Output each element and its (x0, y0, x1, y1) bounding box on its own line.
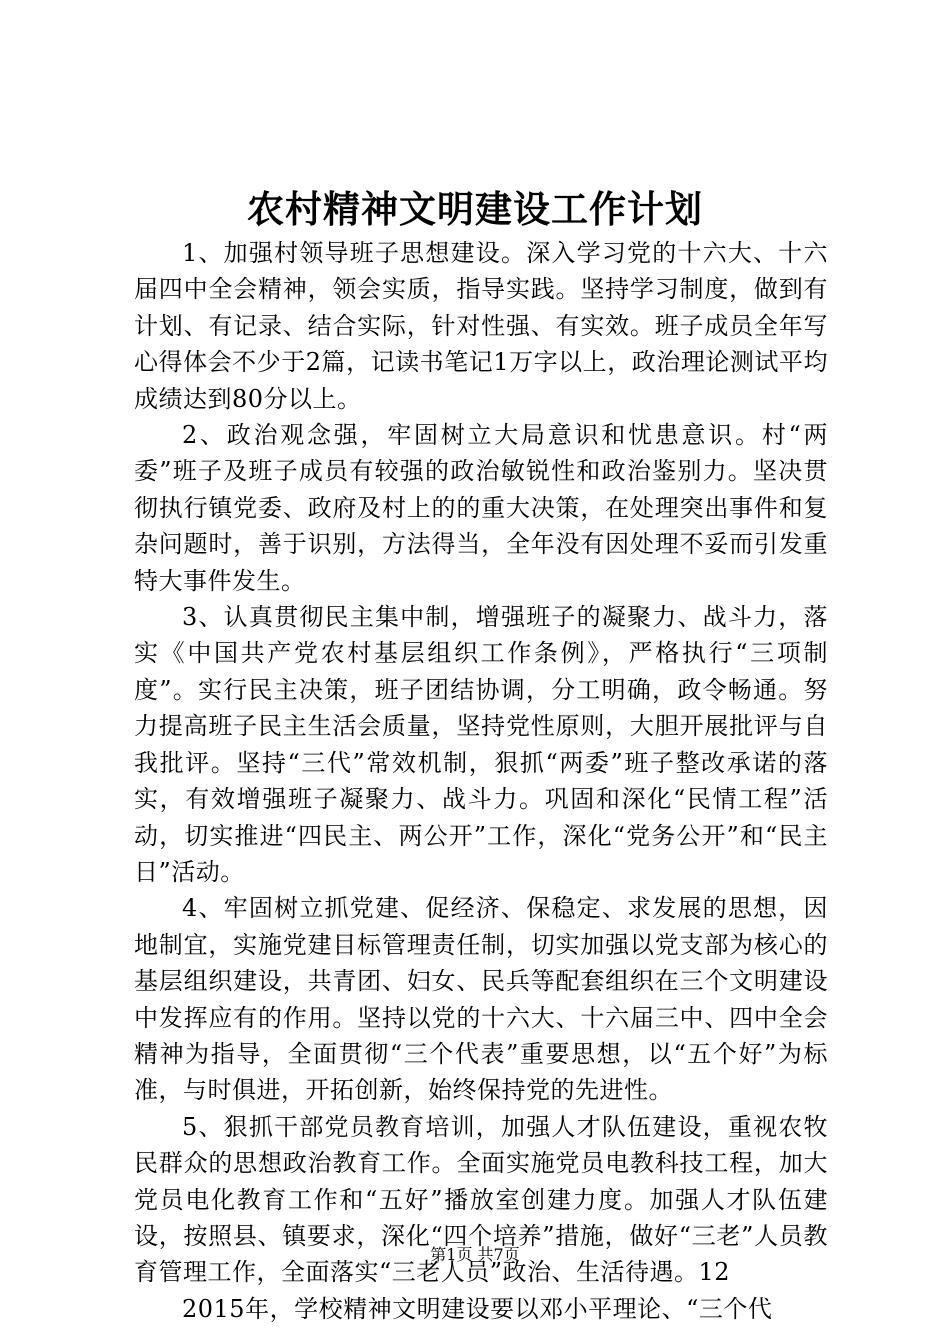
paragraph-4: 4、牢固树立抓党建、促经济、保稳定、求发展的思想，因地制宜，实施党建目标管理责任制，切实加强以党支部为核心的基层组织建设，共青团、妇女、民兵等配套组织在三个文明建设中发挥应有的作用。坚持以党的十六大、十六届三中、四中全会精神为指导，全面贯彻“三个代表”重要思想，以“五个好”为标准，与时俱进，开拓创新，始终保持党的先进性。 (134, 894, 828, 1105)
document-title: 农村精神文明建设工作计划 (247, 187, 703, 231)
paragraph-6: 2015年，学校精神文明建设要以邓小平理论、“三个代 (182, 1294, 773, 1323)
paragraph-5: 5、狠抓干部党员教育培训，加强人才队伍建设，重视农牧民群众的思想政治教育工作。全面实施党员电教科技工程，加大党员电化教育工作和“五好”播放室创建力度。加强人才队伍建设，按照县、镇要求，深化“四个培养”措施，做好“三老”人员教育管理工作，全面落实“三老人员”政治、生活待遇。12 (134, 1112, 828, 1287)
page-footer: 第1页 共7页 (430, 1245, 520, 1264)
document-body (134, 235, 828, 1327)
paragraph-3: 3、认真贯彻民主集中制，增强班子的凝聚力、战斗力，落实《中国共产党农村基层组织工作条例》，严格执行“三项制度”。实行民主决策，班子团结协调，分工明确，政令畅通。努力提高班子民主生活会质量，坚持党性原则，大胆开展批评与自我批评。坚持“三代”常效机制，狠抓“两委”班子整改承诺的落实，有效增强班子凝聚力、战斗力。巩固和深化“民情工程”活动，切实推进“四民主、两公开”工作，深化“党务公开”和“民主日”活动。 (134, 603, 828, 886)
paragraph-2: 2、政治观念强，牢固树立大局意识和忧患意识。村“两委”班子及班子成员有较强的政治敏锐性和政治鉴别力。坚决贯彻执行镇党委、政府及村上的的重大决策，在处理突出事件和复杂问题时，善于识别，方法得当，全年没有因处理不妥而引发重特大事件发生。 (134, 421, 828, 595)
paragraph-1: 1、加强村领导班子思想建设。深入学习党的十六大、十六届四中全会精神，领会实质，指导实践。坚持学习制度，做到有计划、有记录、结合实际，针对性强、有实效。班子成员全年写心得体会不少于2篇，记读书笔记1万字以上，政治理论测试平均成绩达到80分以上。 (134, 239, 828, 413)
